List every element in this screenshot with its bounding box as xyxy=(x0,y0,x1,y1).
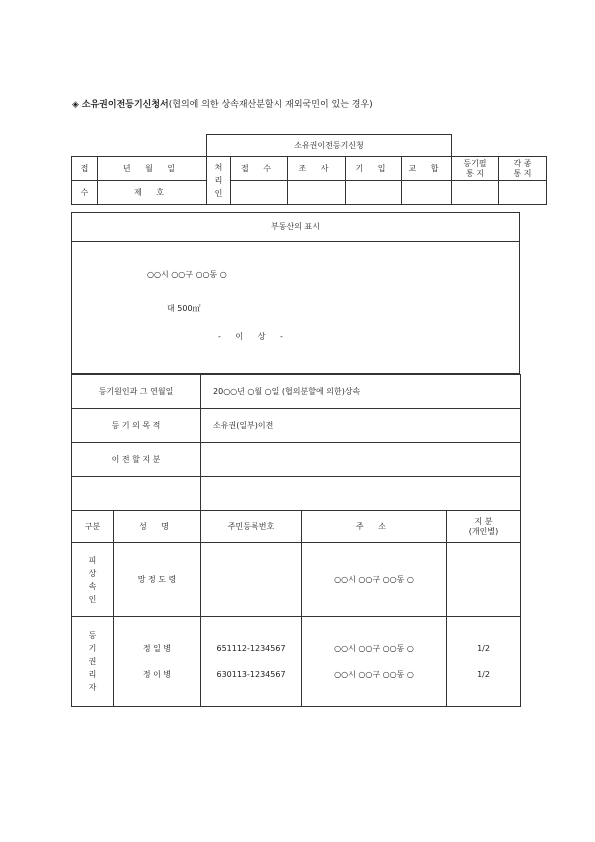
col-id: 주민등록번호 xyxy=(201,511,302,543)
holder-share: 1/2 xyxy=(477,643,490,653)
col-name: 성 명 xyxy=(114,511,201,543)
property-end: - 이 상 - xyxy=(218,332,289,341)
col-notify xyxy=(452,157,499,181)
receipt-su-label: 수 xyxy=(72,181,98,205)
property-table xyxy=(71,212,520,374)
blank-value-cell[interactable] xyxy=(201,477,521,511)
holder-id: 630113-1234567 xyxy=(216,669,286,679)
property-address: ○○시 ○○구 ○○동 ○ xyxy=(147,270,227,279)
deceased-share[interactable] xyxy=(447,543,521,617)
receipt-table xyxy=(71,134,547,205)
cause-value[interactable]: 20○○년 ○월 ○일 (협의분할에 의한)상속 xyxy=(201,375,521,409)
process-label: 처 리 인 xyxy=(207,157,231,205)
holder-id: 651112-1234567 xyxy=(216,643,286,653)
cell-compare[interactable] xyxy=(402,181,452,205)
col-addr: 주 소 xyxy=(302,511,447,543)
col-notify-line2: 통 지 xyxy=(466,168,485,178)
col-notify-line1: 등기필 xyxy=(463,158,487,168)
col-share-line2: (개인별) xyxy=(468,526,499,536)
cell-survey[interactable] xyxy=(288,181,346,205)
property-description xyxy=(72,242,520,374)
purpose-label: 등 기 의 목 적 xyxy=(72,409,201,443)
holder-addr: ○○시 ○○구 ○○동 ○ xyxy=(334,643,414,653)
purpose-value[interactable]: 소유권(일부)이전 xyxy=(201,409,521,443)
receipt-jeop-label: 접 xyxy=(72,157,98,181)
cell-receipt[interactable] xyxy=(231,181,288,205)
cause-label: 등기원인과 그 연월일 xyxy=(72,375,201,409)
deceased-label: 피 상 속 인 xyxy=(72,543,114,617)
holder-addr: ○○시 ○○구 ○○동 ○ xyxy=(334,669,414,679)
col-receipt: 접 수 xyxy=(231,157,288,181)
holder-addrs[interactable] xyxy=(302,617,447,707)
deceased-addr[interactable]: ○○시 ○○구 ○○동 ○ xyxy=(302,543,447,617)
holder-name: 정 이 병 xyxy=(142,669,172,679)
blank-label-cell xyxy=(72,477,201,511)
col-entry: 기 입 xyxy=(346,157,402,181)
holder-names[interactable] xyxy=(114,617,201,707)
property-area: 대 500㎡ xyxy=(167,304,201,313)
col-share xyxy=(447,511,521,543)
holder-label: 등 기 권 리 자 xyxy=(72,617,114,707)
col-various xyxy=(499,157,547,181)
holder-shares[interactable] xyxy=(447,617,521,707)
receipt-header: 소유권이전등기신청 xyxy=(207,135,452,157)
deceased-id[interactable] xyxy=(201,543,302,617)
receipt-number-label: 제 호 xyxy=(98,181,207,205)
property-header: 부동산의 표시 xyxy=(72,213,520,242)
info-table xyxy=(71,374,521,707)
cell-entry[interactable] xyxy=(346,181,402,205)
share-value[interactable] xyxy=(201,443,521,477)
col-various-line2: 통 지 xyxy=(513,168,532,178)
col-various-line1: 각 종 xyxy=(513,158,532,168)
document-title xyxy=(72,97,373,110)
holder-share: 1/2 xyxy=(477,669,490,679)
cell-various[interactable] xyxy=(499,181,547,205)
title-bullet: ◈ xyxy=(72,100,79,110)
col-type: 구분 xyxy=(72,511,114,543)
holder-name: 정 일 병 xyxy=(142,643,172,653)
title-main: 소유권이전등기신청서 xyxy=(81,100,169,110)
holder-ids[interactable] xyxy=(201,617,302,707)
share-label: 이 전 할 지 분 xyxy=(72,443,201,477)
col-share-line1: 지 분 xyxy=(474,516,493,526)
receipt-date-label: 년 월 일 xyxy=(98,157,207,181)
title-sub: (협의에 의한 상속재산분할시 재외국민이 있는 경우) xyxy=(168,100,373,110)
cell-notify[interactable] xyxy=(452,181,499,205)
col-compare: 교 합 xyxy=(402,157,452,181)
deceased-name[interactable]: 망 정 도 령 xyxy=(114,543,201,617)
col-survey: 조 사 xyxy=(288,157,346,181)
